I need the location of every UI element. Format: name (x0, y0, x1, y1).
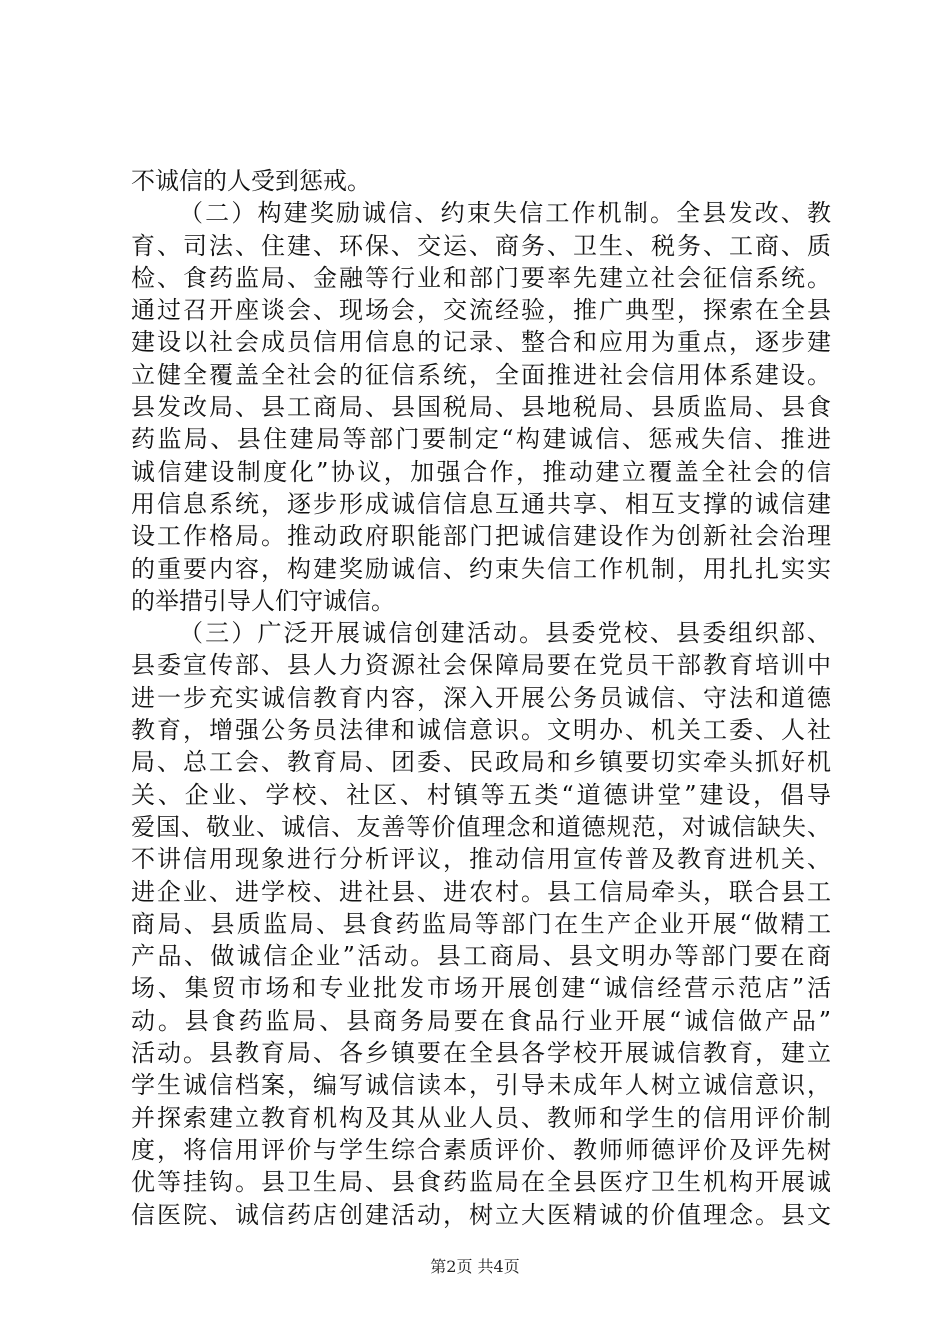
text-line: 县委宣传部、县人力资源社会保障局要在党员干部教育培训中 (131, 651, 831, 680)
text-line: 商局、县质监局、县食药监局等部门在生产企业开展“做精工 (131, 909, 831, 938)
text-line: 产品、做诚信企业”活动。县工商局、县文明办等部门要在商 (131, 942, 831, 971)
text-line: 建设以社会成员信用信息的记录、整合和应用为重点，逐步建 (131, 328, 831, 357)
text-line: 进企业、进学校、进社县、进农村。县工信局牵头，联合县工 (131, 877, 831, 906)
text-line: 爱国、敬业、诚信、友善等价值理念和道德规范，对诚信缺失、 (131, 812, 831, 841)
text-line: 育、司法、住建、环保、交运、商务、卫生、税务、工商、质 (131, 231, 831, 260)
text-line: 活动。县教育局、各乡镇要在全县各学校开展诚信教育，建立 (131, 1039, 831, 1068)
text-line: 局、总工会、教育局、团委、民政局和乡镇要切实牵头抓好机 (131, 748, 831, 777)
text-line: 进一步充实诚信教育内容，深入开展公务员诚信、守法和道德 (131, 683, 831, 712)
text-line: 用信息系统，逐步形成诚信信息互通共享、相互支撑的诚信建 (131, 489, 831, 518)
text-line: 的重要内容，构建奖励诚信、约束失信工作机制，用扎扎实实 (131, 554, 831, 583)
text-line: 关、企业、学校、社区、村镇等五类“道德讲堂”建设，倡导 (131, 780, 831, 809)
paragraph-heading-line: （二）构建奖励诚信、约束失信工作机制。全县发改、教 (179, 199, 831, 228)
text-line: 不讲信用现象进行分析评议，推动信用宣传普及教育进机关、 (131, 845, 831, 874)
text-line: 优等挂钩。县卫生局、县食药监局在全县医疗卫生机构开展诚 (131, 1168, 831, 1197)
text-line: 并探索建立教育机构及其从业人员、教师和学生的信用评价制 (131, 1103, 831, 1132)
text-line: 学生诚信档案，编写诚信读本，引导未成年人树立诚信意识， (131, 1071, 831, 1100)
text-line: 检、食药监局、金融等行业和部门要率先建立社会征信系统。 (131, 263, 831, 292)
text-line: 不诚信的人受到惩戒。 (131, 167, 371, 195)
text-line: 教育，增强公务员法律和诚信意识。文明办、机关工委、人社 (131, 716, 831, 745)
text-line: 通过召开座谈会、现场会，交流经验，推广典型，探索在全县 (131, 296, 831, 325)
text-line: 设工作格局。推动政府职能部门把诚信建设作为创新社会治理 (131, 522, 831, 551)
text-line: 场、集贸市场和专业批发市场开展创建“诚信经营示范店”活 (131, 974, 831, 1003)
text-line: 动。县食药监局、县商务局要在食品行业开展“诚信做产品” (131, 1006, 831, 1035)
text-line: 立健全覆盖全社会的征信系统，全面推进社会信用体系建设。 (131, 360, 831, 389)
text-line: 信医院、诚信药店创建活动，树立大医精诚的价值理念。县文 (131, 1200, 831, 1229)
body-text (131, 165, 831, 1231)
text-line: 的举措引导人们守诚信。 (131, 586, 395, 615)
text-line: 诚信建设制度化”协议，加强合作，推动建立覆盖全社会的信 (131, 457, 831, 486)
text-line: 县发改局、县工商局、县国税局、县地税局、县质监局、县食 (131, 393, 831, 422)
text-line: 度，将信用评价与学生综合素质评价、教师师德评价及评先树 (131, 1135, 831, 1164)
paragraph-heading-line: （三）广泛开展诚信创建活动。县委党校、县委组织部、 (179, 619, 831, 648)
text-line: 药监局、县住建局等部门要制定“构建诚信、惩戒失信、推进 (131, 425, 831, 454)
page-number-footer: 第2页 共4页 (430, 1257, 520, 1276)
